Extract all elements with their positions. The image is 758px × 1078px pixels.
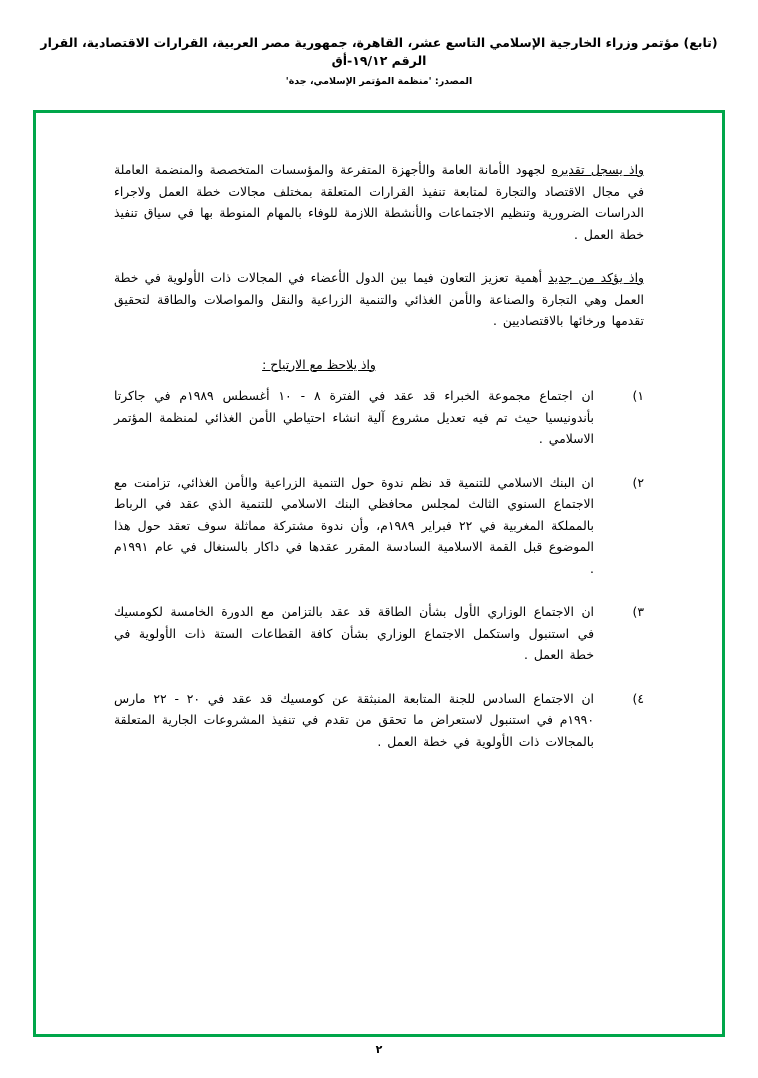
content-frame: [33, 110, 725, 1037]
list-item-text: ان اجتماع مجموعة الخبراء قد عقد في الفترة ٨ - ١٠ أغسطس ١٩٨٩م في جاكرتا بأندونيسيا حيث تم فيه تعديل مشروع آلية انشاء احتياطي الأمن الغذائي لمنظمة المؤتمر الاسلامي .: [114, 388, 594, 446]
list-item-number: ٣): [632, 604, 644, 619]
paragraph-1: واذ يسجل تقديره لجهود الأمانة العامة والأجهزة المتفرعة والمؤسسات المتخصصة والمنضمة العاملة في مجال الاقتصاد والتجارة لمتابعة تنفيذ القرارات المتعلقة بمختلف مجالات خطة العمل ولاجراء الدراسات الضرورية وتنظيم الاجتماعات والأنشطة اللازمة للوفاء بالمهام المنوطة بها في سياق تنفيذ خطة العمل .: [114, 162, 644, 242]
note-heading: واذ يلاحظ مع الارتياح :: [262, 356, 376, 372]
list-item: [114, 688, 644, 753]
list-item-text: ان الاجتماع السادس للجنة المتابعة المنبثقة عن كومسيك قد عقد في ٢٠ - ٢٢ مارس ١٩٩٠م في استنبول لاستعراض ما تحقق من تقدم في تنفيذ المشروعات الجارية المتعلقة بالمجالات ذات الأولوية في خطة العمل .: [114, 690, 594, 749]
list-item-number: ٢): [632, 474, 644, 490]
page-number: ٢: [375, 1043, 383, 1056]
document-header: [0, 34, 758, 87]
list-item-number: ١): [632, 388, 644, 403]
list-item-text: ان الاجتماع الوزاري الأول بشأن الطاقة قد عقد بالتزامن مع الدورة الخامسة لكومسيك في استنبول واستكمل الاجتماع الوزاري بشأن كافة القطاعات الستة ذات الأولوية في خطة العمل .: [114, 604, 594, 662]
document-body: [114, 159, 644, 774]
list-item: [114, 601, 644, 666]
header-title: (تابع) مؤتمر وزراء الخارجية الإسلامي التاسع عشر، القاهرة، جمهورية مصر العربية، القرارات الاقتصادية، القرار الرقم ١٩/١٢-أق: [40, 35, 718, 68]
list-item-number: ٤): [632, 690, 644, 706]
paragraph-2: واذ يؤكد من جديد أهمية تعزيز التعاون فيما بين الدول الأعضاء في المجالات ذات الأولوية في خطة العمل وهي التجارة والصناعة والأمن الغذائي والتنمية الزراعية والنقل والمواصلات والطاقة لتحقيق تقدمها ورخائها بالاقتصاديين .: [114, 270, 644, 328]
list-item: [114, 385, 644, 450]
header-source: المصدر: 'منظمة المؤتمر الإسلامي، جدة': [285, 76, 473, 87]
paragraph-1-lead: واذ يسجل تقديره: [551, 162, 644, 177]
list-item: [114, 472, 644, 580]
paragraph-2-lead: واذ يؤكد من جديد: [548, 270, 644, 285]
list-item-text: ان البنك الاسلامي للتنمية قد نظم ندوة حول التنمية الزراعية والأمن الغذائي، تزامنت مع الاجتماع السنوي الثالث لمجلس محافظي البنك الاسلامي للتنمية الذي عقد في الرباط بالمملكة المغربية في ٢٢ فبراير ١٩٨٩م، وأن ندوة مشتركة مماثلة سوف تعقد حول هذا الموضوع قبل القمة الاسلامية السادسة المقرر عقدها في داكار بالسنغال في عام ١٩٩١م .: [114, 474, 594, 576]
